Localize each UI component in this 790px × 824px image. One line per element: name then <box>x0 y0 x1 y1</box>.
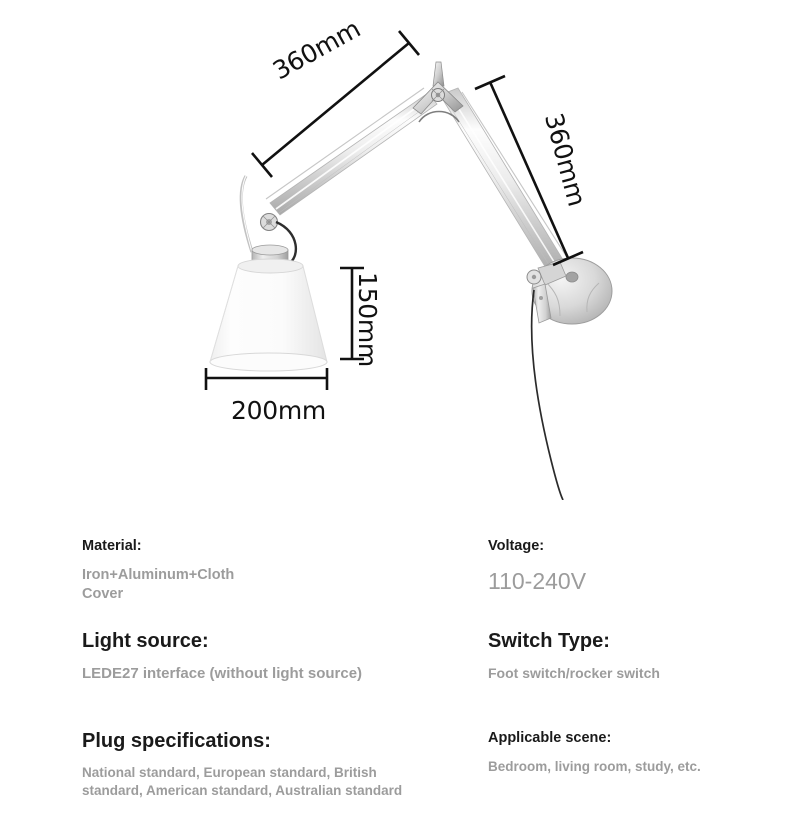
spec-cell-applicable-scene <box>488 730 778 775</box>
dimension-label-lower-arm: 360mm <box>538 110 592 210</box>
spec-heading: Material: <box>82 538 142 554</box>
spec-heading: Applicable scene: <box>488 730 612 746</box>
spec-value: Foot switch/rocker switch <box>488 665 660 681</box>
lamp-shade-mount <box>241 176 296 268</box>
lamp-upper-arm <box>266 88 437 215</box>
spec-cell-material <box>82 538 472 604</box>
spec-heading: Switch Type: <box>488 630 610 652</box>
spec-cell-voltage <box>488 538 778 596</box>
spec-heading: Plug specifications: <box>82 730 271 752</box>
spec-value: Bedroom, living room, study, etc. <box>488 758 701 774</box>
dimension-label-shade-width: 200mm <box>231 396 326 425</box>
spec-cell-switch-type <box>488 630 778 682</box>
spec-value: 110-240V <box>488 567 587 594</box>
dimension-label-shade-height: 150mm <box>353 272 382 367</box>
lamp-shade <box>210 259 327 371</box>
spec-value: LEDE27 interface (without light source) <box>82 665 363 682</box>
spec-heading: Voltage: <box>488 538 545 554</box>
spec-value: Iron+Aluminum+Cloth Cover <box>82 566 235 602</box>
spec-heading: Light source: <box>82 630 209 652</box>
specification-table <box>0 500 790 824</box>
dimension-label-upper-arm: 360mm <box>268 13 366 86</box>
spec-cell-plug-specifications <box>82 730 472 800</box>
spec-value: National standard, European standard, British standard, American standard, Australian standard <box>82 765 403 798</box>
lamp-wall-mount <box>527 258 612 324</box>
spec-cell-light-source <box>82 630 472 684</box>
